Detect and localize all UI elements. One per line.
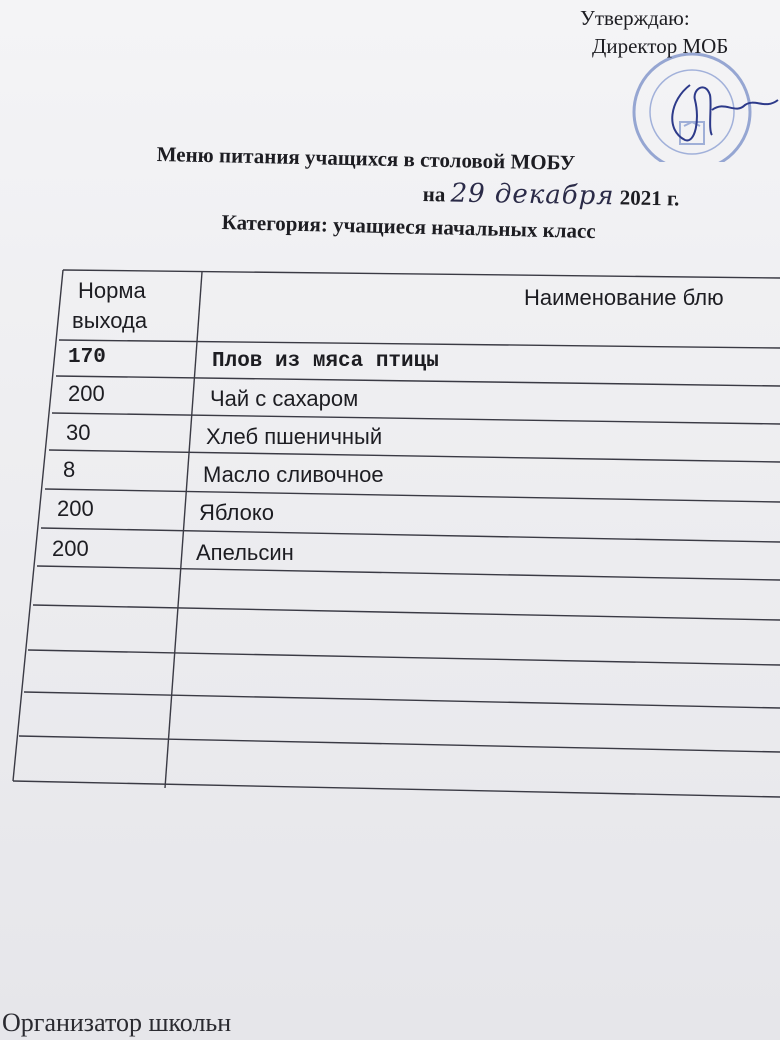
row-3-name: Хлеб пшеничный bbox=[206, 424, 383, 449]
column-header-name: Наименование блю bbox=[524, 285, 724, 310]
handwritten-date: 29 декабря bbox=[450, 178, 615, 212]
row-1-name: Плов из мяса птицы bbox=[212, 350, 439, 373]
footer-organizer: Организатор школьн bbox=[2, 1008, 232, 1037]
row-2-name: Чай с сахаром bbox=[210, 386, 359, 411]
row-4-name: Масло сливочное bbox=[203, 462, 384, 487]
date-year: 2021 г. bbox=[619, 185, 680, 211]
row-5-norm: 200 bbox=[57, 496, 94, 521]
row-2-norm: 200 bbox=[68, 381, 105, 406]
row-4-norm: 8 bbox=[63, 457, 76, 482]
row-6-name: Апельсин bbox=[196, 540, 294, 565]
row-5-name: Яблоко bbox=[199, 500, 274, 525]
row-3-norm: 30 bbox=[66, 420, 91, 445]
approval-label: Утверждаю: bbox=[580, 6, 690, 30]
row-6-norm: 200 bbox=[52, 536, 89, 561]
column-header-norm bbox=[72, 276, 148, 336]
category-line: Категория: учащиеся начальных класс bbox=[221, 210, 596, 244]
document-title: Меню питания учащихся в столовой МОБУ bbox=[156, 142, 576, 175]
column-header-norm-line2: выхода bbox=[72, 308, 148, 333]
approval-position: Директор МОБ bbox=[592, 34, 729, 58]
column-header-norm-line1: Норма bbox=[78, 278, 146, 303]
row-1-norm: 170 bbox=[68, 346, 106, 369]
date-prefix: на bbox=[422, 181, 446, 207]
